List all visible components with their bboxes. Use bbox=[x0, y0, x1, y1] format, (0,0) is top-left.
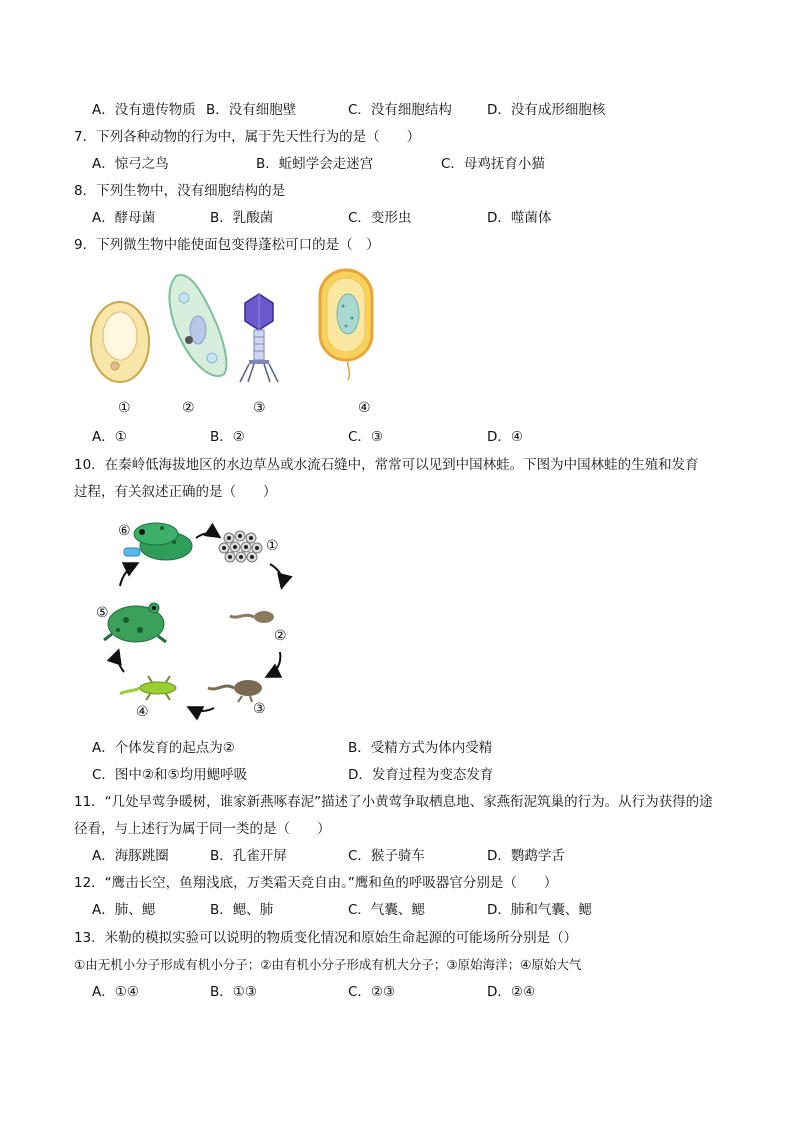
q12-option-a: A．肺、鳃 bbox=[92, 902, 156, 918]
q6-option-d: D．没有成形细胞核 bbox=[487, 102, 606, 118]
q7-stem: 7．下列各种动物的行为中，属于先天性行为的是（ ） bbox=[74, 129, 421, 145]
q8-stem: 8．下列生物中，没有细胞结构的是 bbox=[74, 183, 286, 199]
q6-option-b: B．没有细胞壁 bbox=[206, 102, 297, 118]
bacterium-image bbox=[312, 266, 384, 382]
q13-option-d: D．②④ bbox=[487, 984, 536, 1000]
q9-option-b: B．② bbox=[210, 429, 245, 445]
q9-label-1: ① bbox=[118, 400, 131, 416]
q7-option-a: A．惊弓之鸟 bbox=[92, 156, 169, 172]
q11-option-b: B．孔雀开屏 bbox=[210, 848, 287, 864]
q13-stem: 13．米勒的模拟实验可以说明的物质变化情况和原始生命起源的可能场所分别是（） bbox=[74, 930, 578, 946]
q8-option-c: C．变形虫 bbox=[348, 210, 412, 226]
q6-option-c: C．没有细胞结构 bbox=[348, 102, 452, 118]
q10-option-b: B．受精方式为体内受精 bbox=[348, 740, 493, 756]
q10-label-3: ③ bbox=[253, 701, 266, 717]
q10-option-a: A．个体发育的起点为② bbox=[92, 740, 235, 756]
q9-option-d: D．④ bbox=[487, 429, 523, 445]
q13-items: ①由无机小分子形成有机小分子；②由有机小分子形成有机大分子；③原始海洋；④原始大气 bbox=[74, 957, 582, 972]
bacteriophage-image bbox=[236, 292, 282, 384]
q9-label-4: ④ bbox=[358, 400, 371, 416]
q12-option-d: D．肺和气囊、鳃 bbox=[487, 902, 592, 918]
q10-label-2: ② bbox=[274, 628, 287, 644]
q8-option-d: D．噬菌体 bbox=[487, 210, 552, 226]
q6-option-a: A．没有遗传物质 bbox=[92, 102, 196, 118]
q11-option-d: D．鹦鹉学舌 bbox=[487, 848, 565, 864]
tadpole-with-legs-stage bbox=[208, 680, 262, 702]
q9-option-c: C．③ bbox=[348, 429, 384, 445]
q10-label-1: ① bbox=[266, 538, 279, 554]
q12-option-b: B．鳃、肺 bbox=[210, 902, 274, 918]
froglet-stage bbox=[120, 676, 176, 700]
q8-option-a: A．酵母菌 bbox=[92, 210, 156, 226]
q9-label-2: ② bbox=[182, 400, 195, 416]
q10-label-4: ④ bbox=[136, 704, 149, 720]
q10-stem-line1: 10．在秦岭低海拔地区的水边草丛或水流石缝中，常常可以见到中国林蛙。下图为中国林蛙的生殖和发育 bbox=[74, 457, 699, 473]
yeast-cell-image bbox=[88, 300, 152, 384]
q9-stem: 9．下列微生物中能使面包变得蓬松可口的是（ ） bbox=[74, 237, 380, 253]
mating-frogs-stage bbox=[124, 523, 192, 560]
q12-stem: 12．“鹰击长空，鱼翔浅底，万类霜天竞自由。”鹰和鱼的呼吸器官分别是（ ） bbox=[74, 875, 558, 891]
q9-option-a: A．① bbox=[92, 429, 127, 445]
q10-option-c: C．图中②和⑤均用鳃呼吸 bbox=[92, 767, 248, 783]
q13-option-b: B．①③ bbox=[210, 984, 257, 1000]
tadpole-stage bbox=[230, 611, 274, 623]
q8-option-b: B．乳酸菌 bbox=[210, 210, 274, 226]
q7-option-b: B．蚯蚓学会走迷宫 bbox=[256, 156, 374, 172]
q13-option-c: C．②③ bbox=[348, 984, 396, 1000]
q12-option-c: C．气囊、鳃 bbox=[348, 902, 425, 918]
q11-option-c: C．猴子骑车 bbox=[348, 848, 425, 864]
q9-label-3: ③ bbox=[253, 400, 266, 416]
q10-stem-line2: 过程，有关叙述正确的是（ ） bbox=[74, 484, 277, 500]
q13-option-a: A．①④ bbox=[92, 984, 139, 1000]
paramecium-image bbox=[162, 270, 232, 384]
adult-frog-stage bbox=[104, 603, 166, 642]
q7-option-c: C．母鸡抚育小猫 bbox=[441, 156, 545, 172]
q10-label-5: ⑤ bbox=[96, 605, 109, 621]
q10-option-d: D．发育过程为变态发育 bbox=[348, 767, 494, 783]
q10-label-6: ⑥ bbox=[118, 523, 131, 539]
q11-stem-line1: 11．“几处早莺争暖树，谁家新燕啄春泥”描述了小黄莺争取栖息地、家燕衔泥筑巢的行为。从行为获得的途 bbox=[74, 794, 713, 810]
q11-stem-line2: 径看，与上述行为属于同一类的是（ ） bbox=[74, 821, 331, 837]
q11-option-a: A．海豚跳圈 bbox=[92, 848, 169, 864]
